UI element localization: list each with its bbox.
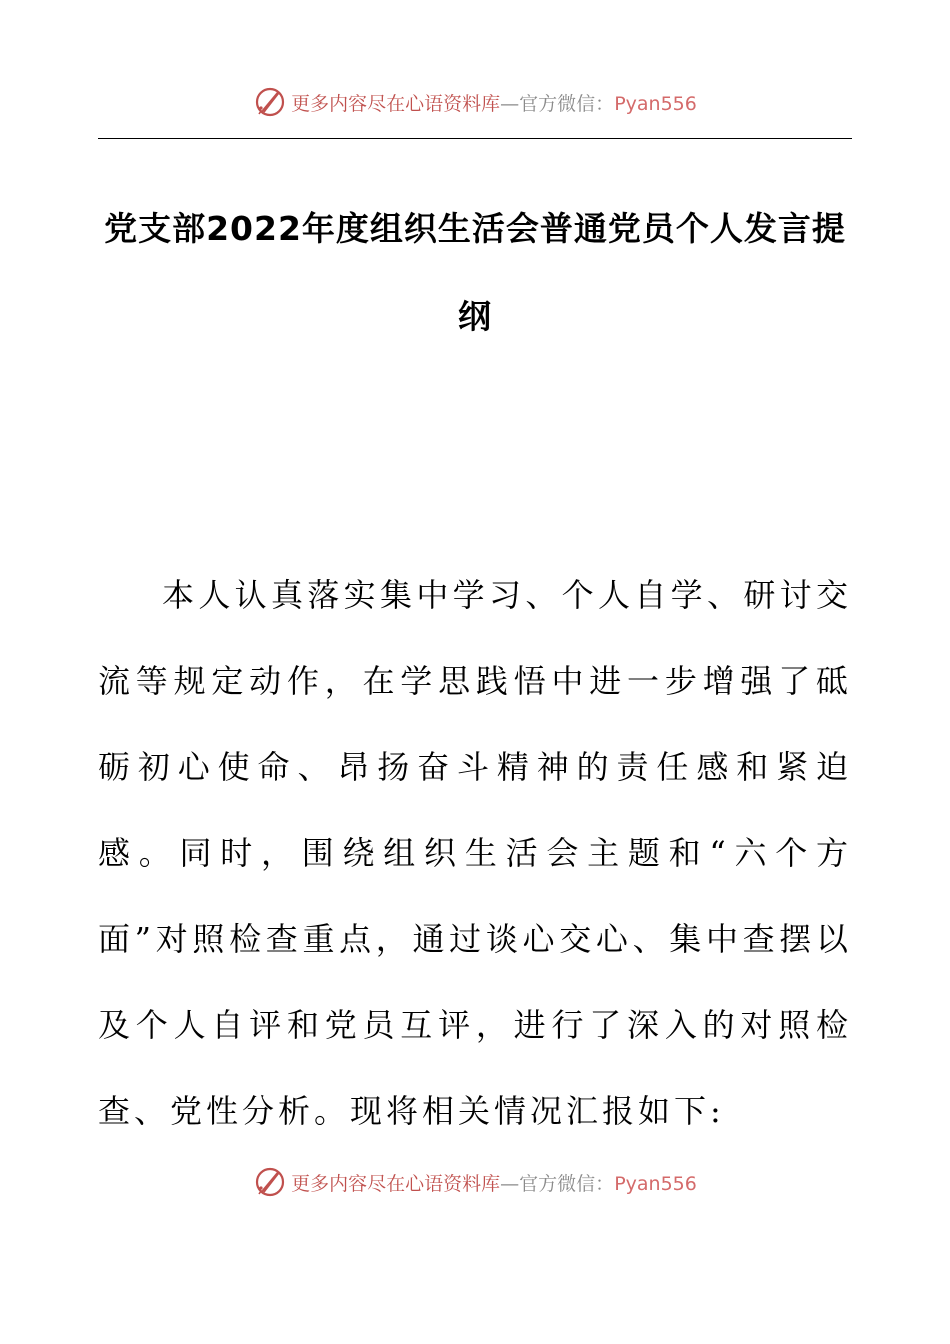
footer-promo-text: 更多内容尽在心语资料库	[291, 1172, 501, 1195]
footer-watermark-banner	[0, 1162, 950, 1202]
quill-pen-logo-icon	[253, 85, 287, 119]
footer-contact-id: Pyan556	[614, 1172, 697, 1195]
header-promo-text: 更多内容尽在心语资料库	[291, 92, 501, 115]
footer-contact-label: 官方微信：	[519, 1172, 615, 1195]
header-promo-line	[291, 89, 697, 116]
header-separator: —	[500, 92, 520, 115]
document-paragraph: 本人认真落实集中学习、个人自学、研讨交流等规定动作，在学思践悟中进一步增强了砥砺初心使命、昂扬奋斗精神的责任感和紧迫感。同时，围绕组织生活会主题和“六个方面”对照检查重点，通过谈心交心、集中查摆以及个人自评和党员互评，进行了深入的对照检查、党性分析。现将相关情况汇报如下:	[98, 576, 852, 1130]
quill-pen-logo-icon	[253, 1165, 287, 1199]
document-title: 党支部2022年度组织生活会普通党员个人发言提纲	[104, 209, 846, 336]
header-divider	[98, 138, 852, 139]
header-contact-id: Pyan556	[614, 92, 697, 115]
footer-separator: —	[500, 1172, 520, 1195]
footer-promo-line	[291, 1169, 697, 1196]
header-watermark-banner	[0, 82, 950, 122]
header-contact-label: 官方微信：	[519, 92, 615, 115]
